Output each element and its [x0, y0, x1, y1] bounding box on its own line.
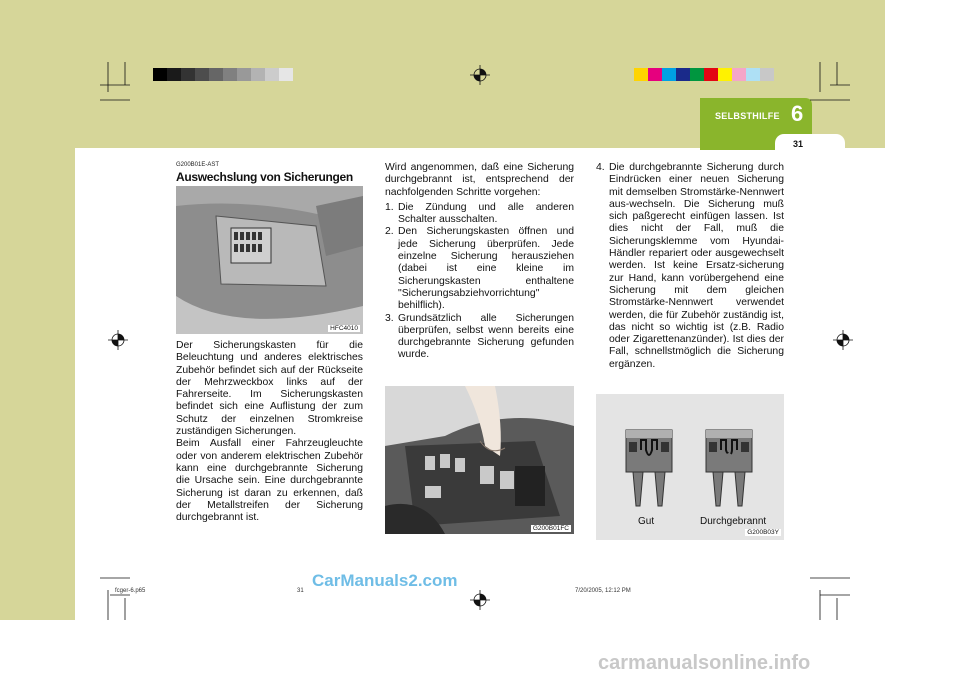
fuse-removal-image [385, 386, 574, 534]
step-item: 2. Den Sicherungskasten öffnen und jede Sicherung überprüfen. Jede einzelne Sicherung herausziehen (dabei ist eine kleine im Sicherungskasten enthaltene "Sicherungsabziehvorrichtung" behilflich). [385, 226, 574, 312]
image-code-label: G200B03Y [747, 529, 779, 536]
replacement-step [596, 162, 784, 371]
section-code: G200B01E-AST [176, 162, 220, 168]
grayscale-strip [153, 68, 293, 81]
step-item: 3. Grundsätzlich alle Sicherungen überprüfen, selbst wenn bereits eine durchgebrannte Sicherung gefunden wurde. [385, 312, 574, 361]
fuse-comparison-image [596, 394, 784, 540]
watermark-link-top[interactable]: CarManuals2.com [312, 571, 458, 590]
footer-date: 7/20/2005, 12:12 PM [575, 588, 631, 594]
procedure-intro: Wird angenommen, daß eine Sicherung durchgebrannt ist, entsprechend der nachfolgenden Schritte vorgehen: [385, 162, 574, 198]
chapter-number: 6 [791, 101, 804, 126]
step-item: 1. Die Zündung und alle anderen Schalter ausschalten. [385, 201, 574, 226]
footer-filename: fcger-6.p65 [115, 588, 146, 594]
section-heading: Auswechslung von Sicherungen [176, 170, 353, 184]
fuse-box-location-image [176, 186, 363, 334]
paragraph-symptom: Beim Ausfall einer Fahrzeugleuchte oder von anderem elektrischen Zubehör kann eine durchgebrannte Sicherung die Ursache sein. Eine durchgebrannte Sicherung ist daran zu erkennen, daß der Metallstreifen der Sicherung durchgebrannt ist. [176, 438, 363, 524]
good-fuse-label: Gut [638, 516, 655, 527]
chapter-label: SELBSTHILFE [715, 111, 780, 121]
fuse-box-description [176, 340, 363, 524]
step-item: 4. Die durchgebrannte Sicherung durch Eindrücken einer neuen Sicherung mit demselben Stromstärke-Nennwert aus-wechseln. Die Sicherung muß sich paßgerecht einfügen lassen. Ist dies nicht der Fall, muß die Sicherungsklemme vom Hyundai-Händler repariert oder ausgewechselt werden. Ist keine Ersatz-sicherung zur Hand, kann vorübergehend eine Sicherung mit dem gleichen Stromstärke-Nennwert verwendet werden, die für Zubehör zuständig ist, das nicht so wichtig ist (z.B. Radio oder Zigarettenanzünder). Ist dies der Fall, schnellstmöglich die Sicherung ergänzen. [596, 162, 784, 370]
paragraph-location: Der Sicherungskasten für die Beleuchtung und anderes elektrisches Zubehör befindet sich auf der Rückseite der Mehrzweckbox links auf der Fahrerseite. Im Sicherungskasten befindet sich eine Auflistung der zum Schutz der einzelnen Stromkreise zuständigen Sicherungen. [176, 340, 363, 438]
image-code-label: HFC4010 [330, 325, 358, 332]
color-strip [634, 68, 774, 81]
watermark-link-bottom[interactable]: carmanualsonline.info [598, 652, 811, 674]
footer-page: 31 [297, 588, 304, 594]
image-code-label: G200B01FC [532, 525, 569, 532]
page-number: 31 [793, 139, 804, 149]
blown-fuse-label: Durchgebrannt [700, 516, 767, 527]
procedure-steps [385, 162, 574, 362]
